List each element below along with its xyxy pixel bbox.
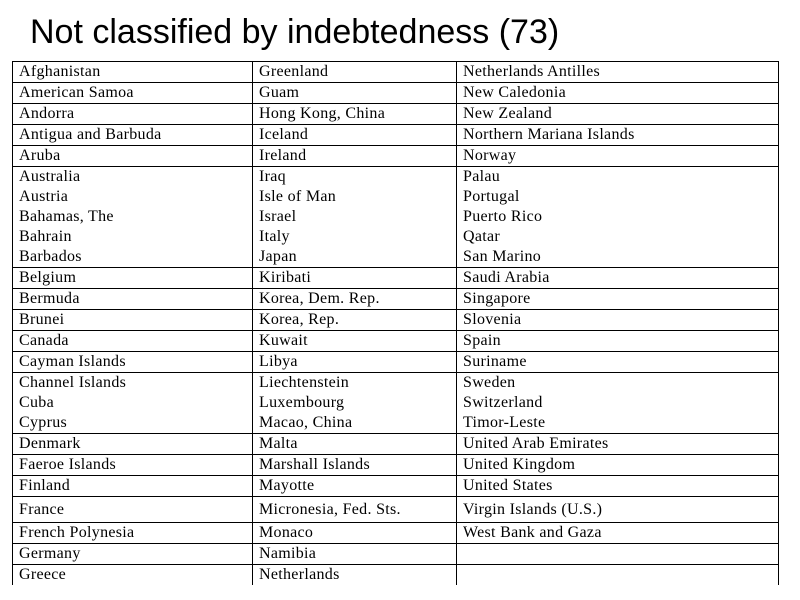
- country-cell: San Marino: [457, 247, 779, 268]
- country-cell: Germany: [13, 544, 253, 565]
- country-cell: Suriname: [457, 352, 779, 373]
- table-row: [13, 373, 779, 394]
- country-cell: Palau: [457, 167, 779, 188]
- country-cell: Channel Islands: [13, 373, 253, 394]
- country-cell: Saudi Arabia: [457, 268, 779, 289]
- country-cell: Mayotte: [253, 476, 457, 497]
- country-cell: Guam: [253, 83, 457, 104]
- table-row: [13, 455, 779, 476]
- country-cell: Spain: [457, 331, 779, 352]
- table-row: [13, 227, 779, 247]
- country-cell: Malta: [253, 434, 457, 455]
- country-cell: Belgium: [13, 268, 253, 289]
- country-cell: Slovenia: [457, 310, 779, 331]
- country-cell: Qatar: [457, 227, 779, 247]
- country-cell: Greece: [13, 565, 253, 586]
- table-row: [13, 289, 779, 310]
- table-row: [13, 352, 779, 373]
- country-cell: Canada: [13, 331, 253, 352]
- country-cell: Korea, Rep.: [253, 310, 457, 331]
- country-cell: Antigua and Barbuda: [13, 125, 253, 146]
- country-cell: New Zealand: [457, 104, 779, 125]
- country-cell: Portugal: [457, 187, 779, 207]
- table-row: [13, 83, 779, 104]
- country-cell: Korea, Dem. Rep.: [253, 289, 457, 310]
- table-row: [13, 393, 779, 413]
- countries-table: [12, 61, 779, 585]
- country-cell: Luxembourg: [253, 393, 457, 413]
- country-cell: Iraq: [253, 167, 457, 188]
- country-cell: Cayman Islands: [13, 352, 253, 373]
- country-cell: Austria: [13, 187, 253, 207]
- country-cell: American Samoa: [13, 83, 253, 104]
- country-cell: Denmark: [13, 434, 253, 455]
- table-row: [13, 268, 779, 289]
- country-cell: Australia: [13, 167, 253, 188]
- country-cell: Andorra: [13, 104, 253, 125]
- country-cell: Netherlands: [253, 565, 457, 586]
- country-cell: Monaco: [253, 523, 457, 544]
- country-cell: Hong Kong, China: [253, 104, 457, 125]
- country-cell: Isle of Man: [253, 187, 457, 207]
- country-cell: West Bank and Gaza: [457, 523, 779, 544]
- country-cell: Afghanistan: [13, 62, 253, 83]
- table-row: [13, 544, 779, 565]
- country-cell: Japan: [253, 247, 457, 268]
- table-row: [13, 434, 779, 455]
- table-row: [13, 104, 779, 125]
- country-cell: France: [13, 497, 253, 523]
- country-cell: Northern Mariana Islands: [457, 125, 779, 146]
- table-row: [13, 125, 779, 146]
- country-cell: Kiribati: [253, 268, 457, 289]
- country-cell: Israel: [253, 207, 457, 227]
- country-cell: Netherlands Antilles: [457, 62, 779, 83]
- table-row: [13, 207, 779, 227]
- country-cell: Bahamas, The: [13, 207, 253, 227]
- country-cell: Switzerland: [457, 393, 779, 413]
- country-cell: Finland: [13, 476, 253, 497]
- table-row: [13, 62, 779, 83]
- country-cell: United States: [457, 476, 779, 497]
- country-cell: United Kingdom: [457, 455, 779, 476]
- country-cell: Puerto Rico: [457, 207, 779, 227]
- table-row: [13, 413, 779, 434]
- table-row: [13, 565, 779, 586]
- country-cell: [457, 544, 779, 565]
- table-row: [13, 310, 779, 331]
- country-cell: New Caledonia: [457, 83, 779, 104]
- country-cell: Sweden: [457, 373, 779, 394]
- country-cell: Iceland: [253, 125, 457, 146]
- country-cell: Aruba: [13, 146, 253, 167]
- country-cell: Micronesia, Fed. Sts.: [253, 497, 457, 523]
- country-cell: Namibia: [253, 544, 457, 565]
- country-cell: Bahrain: [13, 227, 253, 247]
- table-row: [13, 187, 779, 207]
- country-cell: Faeroe Islands: [13, 455, 253, 476]
- country-cell: Libya: [253, 352, 457, 373]
- country-cell: Brunei: [13, 310, 253, 331]
- country-cell: Marshall Islands: [253, 455, 457, 476]
- country-cell: Timor-Leste: [457, 413, 779, 434]
- table-row: [13, 523, 779, 544]
- table-row: [13, 247, 779, 268]
- country-cell: Bermuda: [13, 289, 253, 310]
- country-cell: Ireland: [253, 146, 457, 167]
- country-cell: Kuwait: [253, 331, 457, 352]
- country-cell: Cuba: [13, 393, 253, 413]
- country-cell: Singapore: [457, 289, 779, 310]
- country-cell: [457, 565, 779, 586]
- table-row: [13, 331, 779, 352]
- country-cell: Virgin Islands (U.S.): [457, 497, 779, 523]
- page-title: Not classified by indebtedness (73): [30, 13, 560, 51]
- country-cell: Macao, China: [253, 413, 457, 434]
- country-cell: Cyprus: [13, 413, 253, 434]
- table-row: [13, 476, 779, 497]
- country-cell: Barbados: [13, 247, 253, 268]
- table-row: [13, 497, 779, 523]
- country-cell: French Polynesia: [13, 523, 253, 544]
- table-row: [13, 167, 779, 188]
- country-cell: Liechtenstein: [253, 373, 457, 394]
- country-cell: United Arab Emirates: [457, 434, 779, 455]
- country-cell: Italy: [253, 227, 457, 247]
- country-cell: Norway: [457, 146, 779, 167]
- table-row: [13, 146, 779, 167]
- country-cell: Greenland: [253, 62, 457, 83]
